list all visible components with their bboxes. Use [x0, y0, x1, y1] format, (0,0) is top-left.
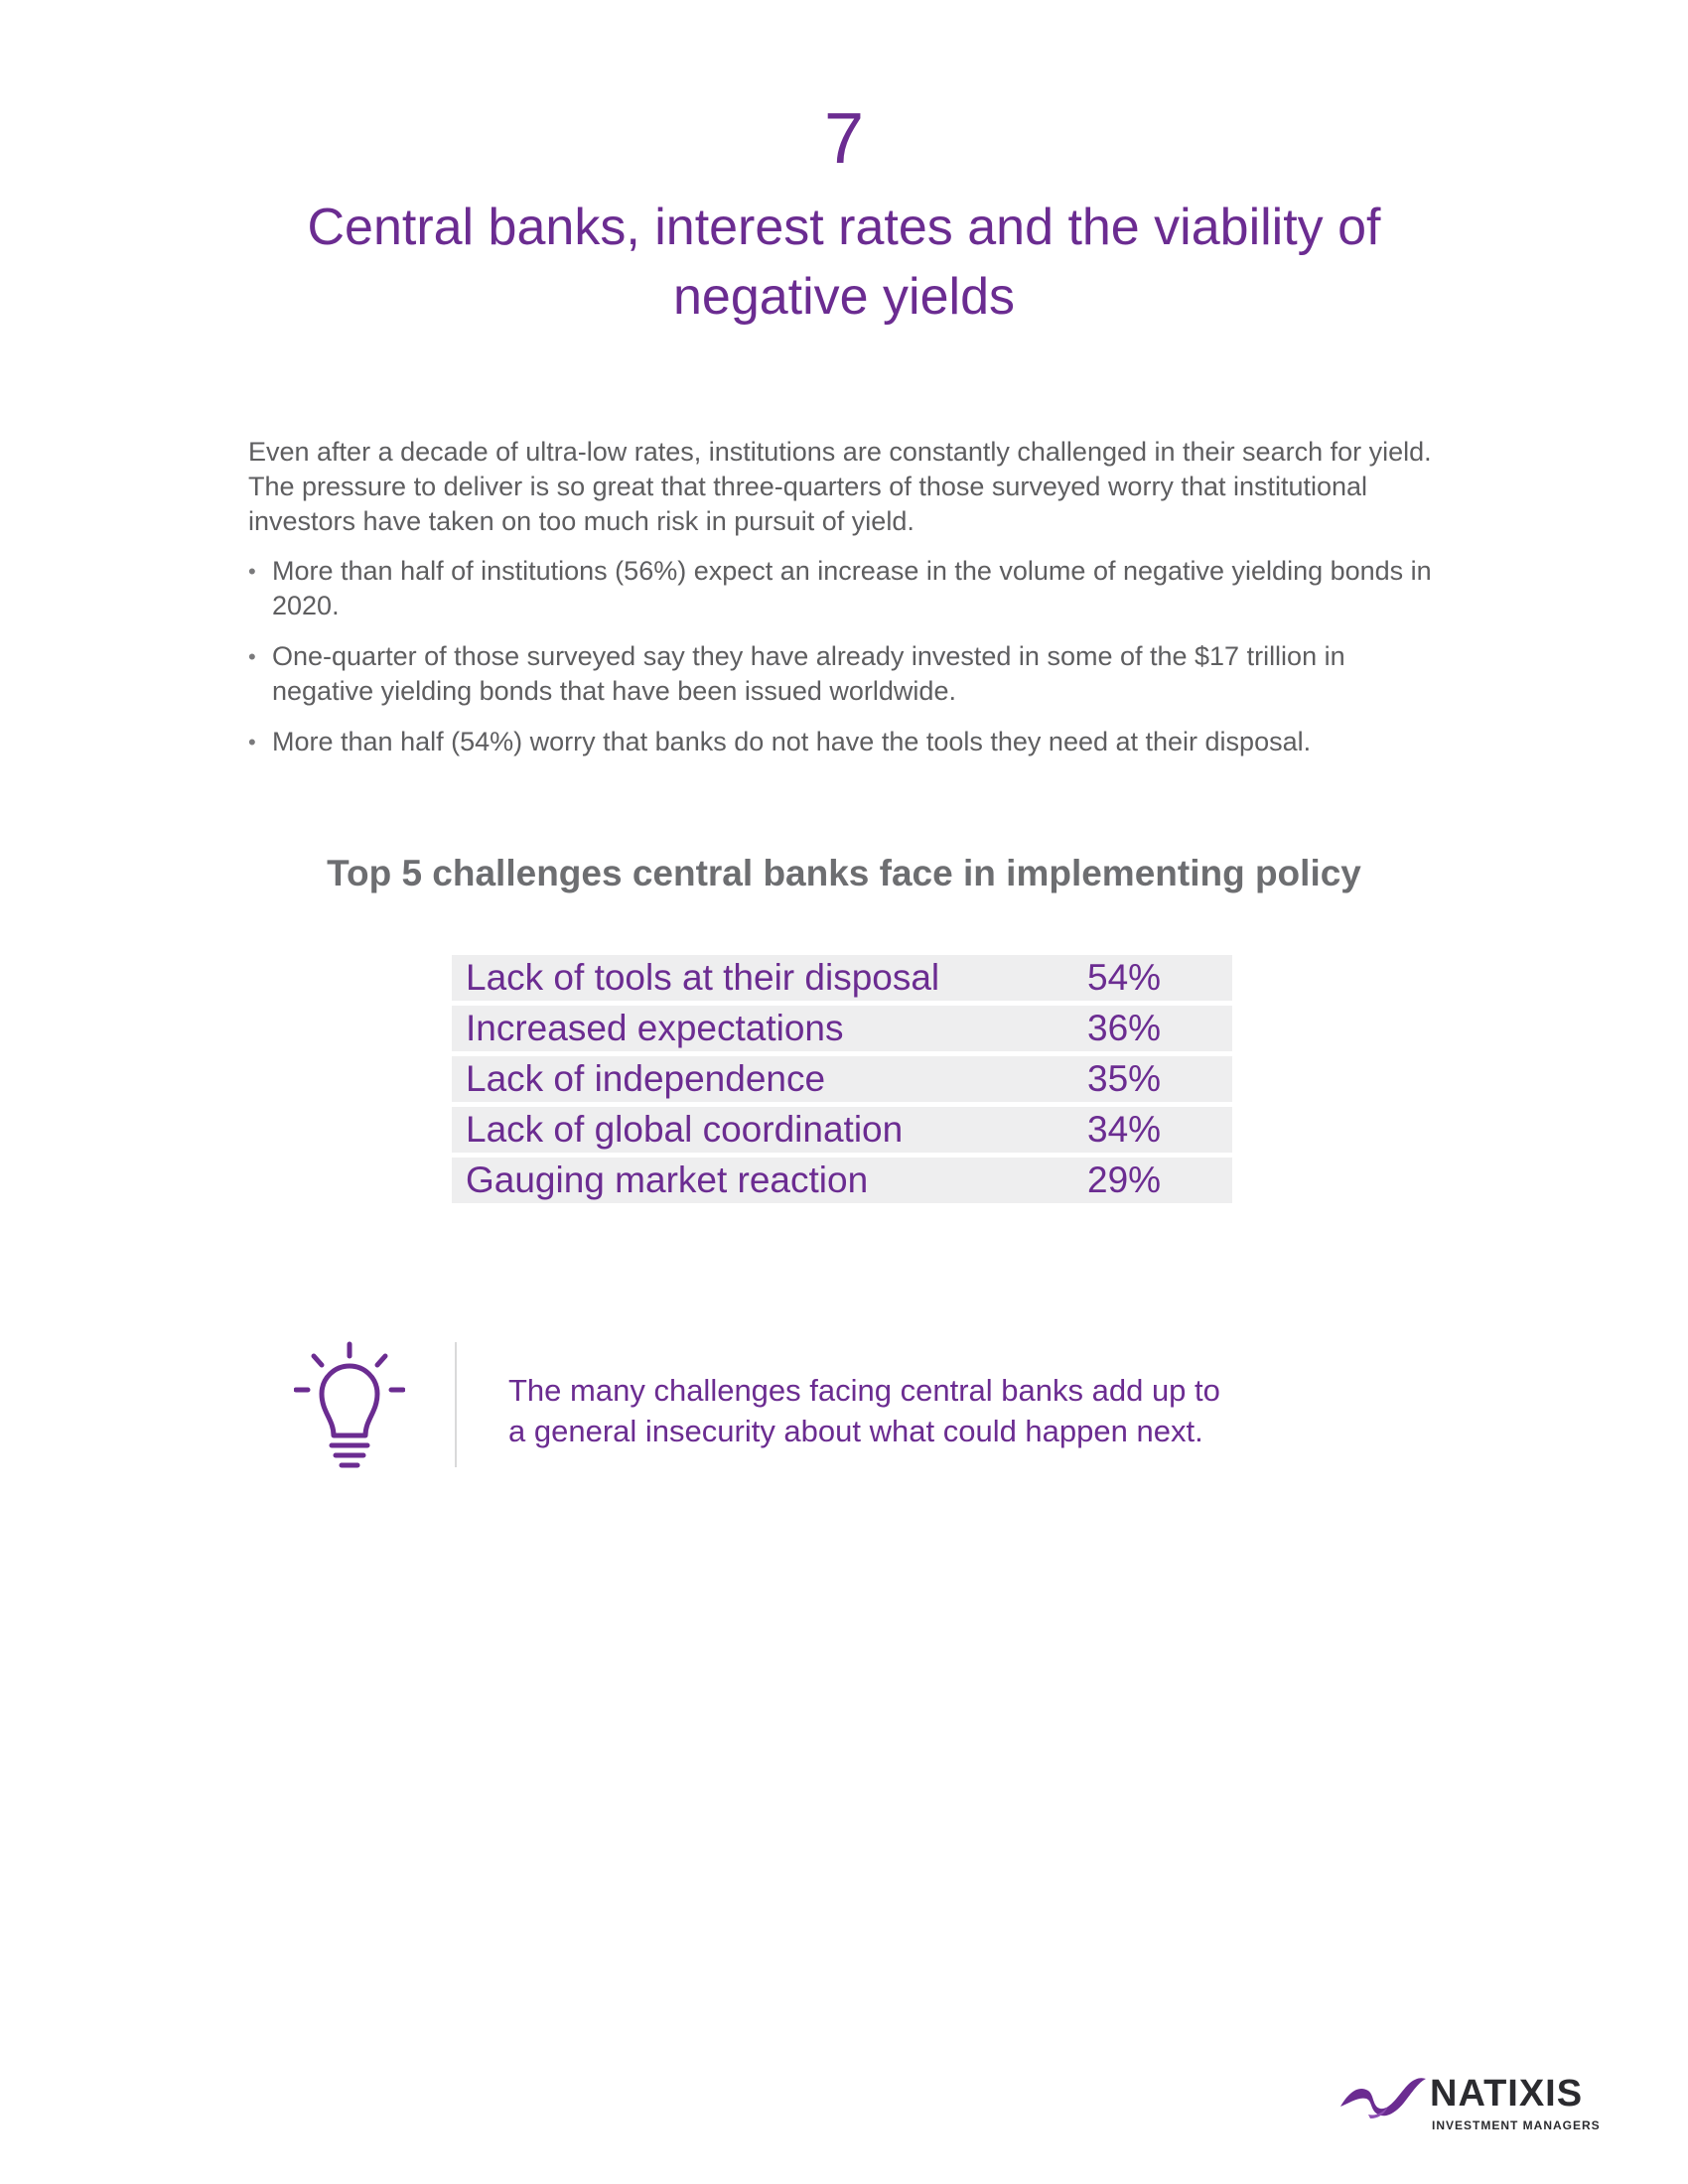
section-number: 7: [823, 99, 865, 179]
challenge-label: Lack of tools at their disposal: [466, 957, 940, 998]
bullet-dot-icon: •: [248, 730, 256, 754]
natixis-logo: [1338, 2071, 1626, 2140]
challenge-value: 36%: [1087, 1008, 1162, 1048]
table-row: [452, 1107, 1232, 1153]
section-title: Central banks, interest rates and the viability of negative yields: [307, 199, 1381, 326]
bullet-text: One-quarter of those surveyed say they have already invested in some of the $17 trillion in negative yielding bonds that have been issued worldwide.: [272, 641, 1345, 706]
table-row: [452, 955, 1232, 1001]
challenge-label: Lack of global coordination: [466, 1109, 904, 1150]
logo-swoosh-icon: [1338, 2071, 1430, 2120]
table-row: [452, 1006, 1232, 1051]
bullet-list: [248, 554, 1450, 775]
callout-line: The many challenges facing central banks add up to: [508, 1373, 1220, 1408]
challenge-value: 29%: [1087, 1160, 1162, 1200]
bullet-dot-icon: •: [248, 559, 256, 584]
table-title: Top 5 challenges central banks face in implementing policy: [327, 853, 1361, 893]
challenge-value: 35%: [1087, 1058, 1162, 1099]
bullet-dot-icon: •: [248, 644, 256, 669]
bullet-text: More than half (54%) worry that banks do not have the tools they need at their disposal.: [272, 727, 1312, 756]
logo-wordmark: NATIXIS: [1430, 2073, 1584, 2115]
challenge-label: Gauging market reaction: [466, 1160, 869, 1200]
logo-subtitle: INVESTMENT MANAGERS: [1432, 2118, 1601, 2132]
bullet-item: [248, 725, 1450, 759]
challenges-table: [452, 955, 1232, 1208]
bullet-item: [248, 639, 1450, 709]
challenge-value: 34%: [1087, 1109, 1162, 1150]
intro-paragraph: Even after a decade of ultra-low rates, institutions are constantly challenged in their search for yield. The pressure to deliver is so great that three-quarters of those surveyed worry that institutional investors have taken on too much risk in pursuit of yield.: [248, 437, 1432, 536]
lightbulb-icon: [294, 1340, 405, 1469]
bullet-text: More than half of institutions (56%) expect an increase in the volume of negative yielding bonds in 2020.: [272, 556, 1432, 620]
table-row: [452, 1158, 1232, 1203]
callout-divider: [455, 1342, 457, 1467]
callout-text: [508, 1370, 1323, 1451]
callout-line: a general insecurity about what could happen next.: [508, 1414, 1203, 1448]
challenge-value: 54%: [1087, 957, 1162, 998]
bullet-item: [248, 554, 1450, 623]
table-row: [452, 1056, 1232, 1102]
challenge-label: Lack of independence: [466, 1058, 826, 1099]
challenge-label: Increased expectations: [466, 1008, 844, 1048]
